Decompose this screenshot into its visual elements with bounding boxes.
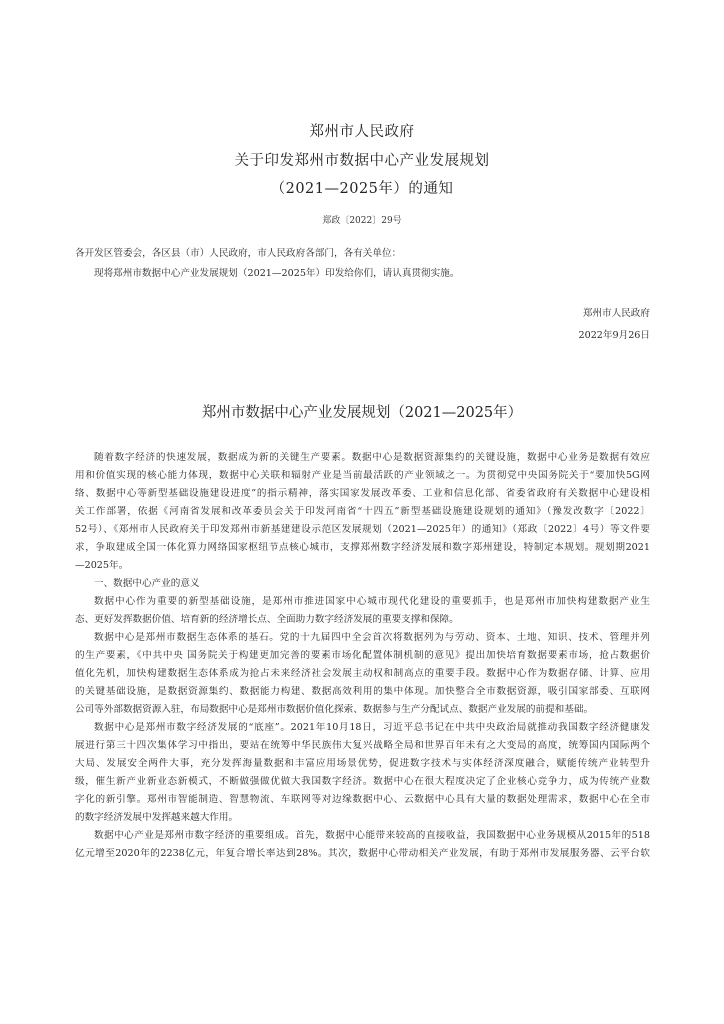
plan-body-line: 大局、发展安全两件大事，充分发挥海量数据和丰富应用场景优势，促进数字技术与实体经济深度融合，赋能传统产业转型升	[75, 758, 650, 769]
plan-body-line: 态、更好发挥数据价值、培育新的经济增长点、全面助力数字经济发展的重要支撑和保障。	[75, 614, 459, 625]
issuer-signature: 郑州市人民政府	[582, 308, 650, 319]
plan-body-line: 公司等外部数据资源入驻，布局数据中心是郑州市数据价值化探索、数据参与生产分配试点、数据产业发展的前提和基础。	[75, 704, 594, 715]
plan-body-line: 的数字经济发展中发挥越来越大作用。	[75, 812, 239, 823]
plan-body-line: 求，争取建成全国一体化算力网络国家枢纽节点核心城市，支撑郑州数字经济发展和数字郑州建设，特制定本规划。规划期2021	[75, 542, 650, 553]
plan-body-line: 数据中心作为重要的新型基础设施，是郑州市推进国家中心城市现代化建设的重要抓手，也是郑州市加快构建数据产业生	[94, 596, 650, 607]
document-number: 郑政〔2022〕29号	[322, 216, 402, 226]
plan-body-line: 值化先机，加快构建数据生态体系成为抢占未来经济社会发展主动权和制高点的重要手段。数据中心作为数据存储、计算、应用	[75, 668, 650, 679]
plan-body-line: 的关键基础设施，是数据资源集约、数据能力构建、数据高效利用的集中体现。加快整合全市数据资源，吸引国家部委、互联网	[75, 686, 650, 697]
plan-body-line: 数据中心是郑州市数据生态体系的基石。党的十九届四中全会首次将数据列为与劳动、资本、土地、知识、技术、管理并列	[94, 632, 650, 643]
plan-body-line: 络、数据中心等新型基础设施建设进度”的指示精神，落实国家发展改革委、工业和信息化部、省委省政府有关数据中心建设相	[75, 488, 650, 499]
plan-body-line: 数据中心产业是郑州市数字经济的重要组成。首先，数据中心能带来较高的直接收益，我国数据中心业务规模从2015年的518	[94, 830, 650, 841]
plan-body-line: 用和价值实现的核心能力体现，数据中心关联和辐射产业是当前最活跃的产业领域之一。为贯彻党中央国务院关于“要加快5G网	[75, 470, 650, 481]
plan-body-line: 关工作部署，依据《河南省发展和改革委员会关于印发河南省“十四五”新型基础设施建设规划的通知》（豫发改数字〔2022〕	[75, 506, 650, 517]
notice-instruction: 现将郑州市数据中心产业发展规划（2021—2025年）印发给你们，请认真贯彻实施。	[94, 268, 460, 279]
plan-body-line: 数据中心是郑州市数字经济发展的“底座”。2021年10月18日，习近平总书记在中共中央政治局就推动我国数字经济健康发	[94, 722, 650, 733]
plan-body-line: 的生产要素，《中共中央 国务院关于构建更加完善的要素市场化配置体制机制的意见》提出加快培育数据要素市场，抢占数据价	[75, 650, 650, 661]
issue-date: 2022年9月26日	[578, 330, 650, 341]
notice-title-line-3: （2021—2025年）的通知	[270, 181, 454, 197]
notice-recipients: 各开发区管委会，各区县（市）人民政府，市人民政府各部门，各有关单位：	[75, 248, 402, 259]
plan-body-line: 52号）、《郑州市人民政府关于印发郑州市新基建建设示范区发展规划（2021—2025年）的通知》（郑政〔2022〕4号）等文件要	[75, 524, 650, 535]
plan-body-line: 字化的新引擎。郑州市智能制造、智慧物流、车联网等对边缘数据中心、云数据中心具有大量的数据处理需求，数据中心在全市	[75, 794, 650, 805]
notice-title-line-1: 郑州市人民政府	[309, 124, 415, 140]
notice-title-line-2: 关于印发郑州市数据中心产业发展规划	[234, 153, 490, 169]
plan-body-line: 展进行第三十四次集体学习中指出，要站在统筹中华民族伟大复兴战略全局和世界百年未有之大变局的高度，统筹国内国际两个	[75, 740, 650, 751]
plan-body-line: 级，催生新产业新业态新模式，不断做强做优做大我国数字经济。数据中心在很大程度决定了企业核心竞争力，成为传统产业数	[75, 776, 650, 787]
section-heading: 一、数据中心产业的意义	[94, 578, 200, 589]
plan-body-line: —2025年。	[75, 560, 129, 571]
plan-body-line: 随着数字经济的快速发展，数据成为新的关键生产要素。数据中心是数据资源集约的关键设施，数据中心业务是数据有效应	[94, 452, 650, 463]
plan-title: 郑州市数据中心产业发展规划（2021—2025年）	[201, 405, 523, 421]
plan-body-line: 亿元增至2020年的2238亿元，年复合增长率达到28%。其次，数据中心带动相关产业发展，有助于郑州市发展服务器、云平台软	[75, 848, 650, 859]
